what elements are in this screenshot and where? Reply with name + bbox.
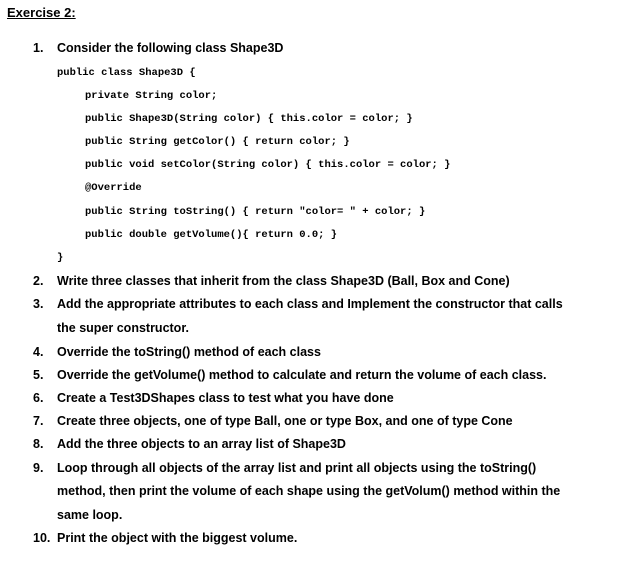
question-number: 1. (33, 41, 44, 55)
question-text: Consider the following class Shape3D (57, 41, 284, 55)
question-text: Loop through all objects of the array list and print all objects using the toString() (57, 461, 537, 475)
code-line-override: @Override (85, 182, 142, 194)
question-text: Write three classes that inherit from the class Shape3D (Ball, Box and Cone) (57, 274, 510, 288)
question-text: Create three objects, one of type Ball, one or type Box, and one of type Cone (57, 414, 513, 428)
question-number: 2. (33, 274, 44, 288)
question-text: Print the object with the biggest volume. (57, 531, 298, 545)
code-line-getvolume: public double getVolume(){ return 0.0; } (85, 229, 338, 241)
code-line-field: private String color; (85, 90, 218, 102)
question-3-continued: the super constructor. (57, 321, 189, 335)
question-number: 5. (33, 368, 44, 382)
question-text: Add the appropriate attributes to each class and Implement the constructor that calls (57, 297, 563, 311)
question-number: 6. (33, 391, 44, 405)
question-text: Create a Test3DShapes class to test what you have done (57, 391, 394, 405)
question-number: 7. (33, 414, 44, 428)
question-text: Override the getVolume() method to calculate and return the volume of each class. (57, 368, 547, 382)
code-line-class-decl: public class Shape3D { (57, 67, 196, 79)
question-number: 9. (33, 461, 44, 475)
question-number: 3. (33, 297, 44, 311)
question-number: 8. (33, 437, 44, 451)
code-line-setcolor: public void setColor(String color) { this.color = color; } (85, 159, 451, 171)
code-line-tostring: public String toString() { return "color= " + color; } (85, 206, 426, 218)
code-line-constructor: public Shape3D(String color) { this.color = color; } (85, 113, 413, 125)
question-number: 10. (33, 531, 51, 545)
question-9-continued: method, then print the volume of each shape using the getVolum() method within the (57, 484, 561, 498)
question-text: Add the three objects to an array list of Shape3D (57, 437, 346, 451)
question-text: Override the toString() method of each class (57, 345, 321, 359)
code-line-close-brace: } (57, 252, 64, 264)
question-number: 4. (33, 345, 44, 359)
code-line-getcolor: public String getColor() { return color; } (85, 136, 350, 148)
question-9-continued-2: same loop. (57, 508, 123, 522)
exercise-title: Exercise 2: (7, 5, 76, 20)
